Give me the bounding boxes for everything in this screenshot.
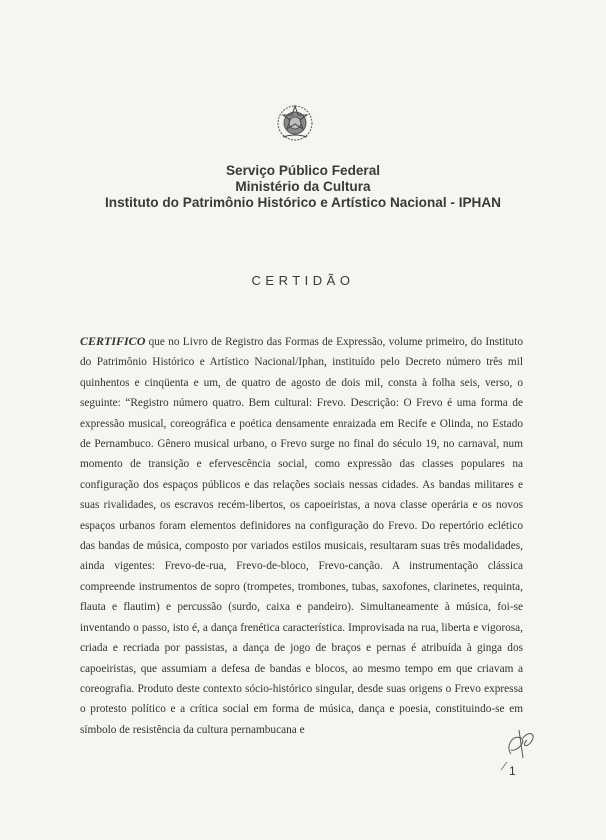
letterhead (0, 163, 606, 211)
coat-of-arms-icon (275, 103, 315, 143)
header-line-service: Serviço Público Federal (225, 163, 381, 178)
certificate-text: que no Livro de Registro das Formas de Expressão, volume primeiro, do Instituto do Patrimônio Histórico e Artístico Nacional/Iphan, instituído pelo Decreto número três mil quinhentos e cinqüenta e um, de quatro de agosto de dois mil, consta à folha seis, verso, o seguinte: “Registro número quatro. Bem cultural: Frevo. Descrição: O Frevo é uma forma de expressão musical, coreográfica e poética densamente enraizada em Recife e Olinda, no Estado de Pernambuco. Gênero musical urbano, o Frevo surge no final do século 19, no carnaval, num momento de transição e efervescência social, como expressão das classes populares na configuração dos espaços públicos e das relações sociais nessas cidades. As bandas militares e suas rivalidades, os escravos recém-libertos, os capoeiristas, a nova classe operária e os novos espaços urbanos foram elementos definidores na configuração do Frevo. Do repertório eclético das bandas de música, composto por variados estilos musicais, resultaram suas três modalidades, ainda vigentes: Frevo-de-rua, Frevo-de-bloco, Frevo-canção. A instrumentação clássica compreende instrumentos de sopro (trompetes, trombones, tubas, saxofones, clarinetes, requinta, flauta e flautim) e percussão (surdo, caixa e pandeiro). Simultaneamente à música, foi-se inventando o passo, isto é, a dança frenética característica. Improvisada na rua, liberta e vigorosa, criada e recriada por passistas, a dança de jogo de braços e pernas é atribuída à ginga dos capoeiristas, que assumiam a defesa de bandas e blocos, ao mesmo tempo em que criavam a coreografia. Produto deste contexto sócio-histórico singular, desde suas origens o Frevo expressa o protesto político e a crítica social em forma de música, dança e poesia, constituindo-se em símbolo de resistência da cultura pernambucana e (80, 336, 523, 736)
certificate-body (80, 331, 523, 740)
document-title: CERTIDÃO (251, 273, 355, 288)
certifico-lead: CERTIFICO (80, 334, 146, 348)
signature-initials-icon (497, 724, 542, 772)
header-line-institute: Instituto do Patrimônio Histórico e Artístico Nacional - IPHAN (104, 195, 501, 210)
page-number: 1 (509, 764, 516, 778)
header-line-ministry: Ministério da Cultura (235, 179, 371, 194)
